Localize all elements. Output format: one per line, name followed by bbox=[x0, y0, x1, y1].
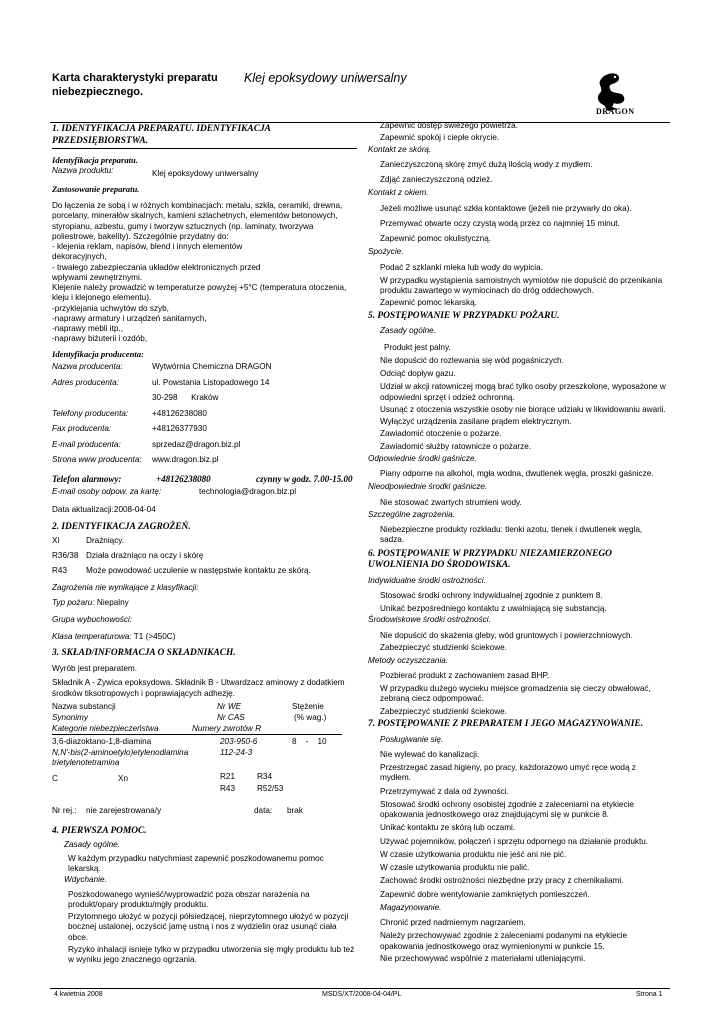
footer-page-number: Strona 1 bbox=[636, 991, 663, 998]
hazard-text: Drażniący. bbox=[86, 536, 125, 546]
producer-row bbox=[52, 409, 357, 425]
document-title: Karta charakterystyki preparatu niebezpiecznego. bbox=[52, 72, 218, 99]
producer-value: 30-298 Kraków bbox=[152, 393, 219, 403]
producer-value: www.dragon.biz.pl bbox=[152, 455, 219, 465]
producer-value: +48126238080 bbox=[152, 408, 207, 418]
logo-text: DRAGON bbox=[596, 107, 635, 116]
first-aid-general-text: W każdym przypadku natychmiast zapewnić poszkodowanemu pomoc lekarską. bbox=[68, 853, 324, 874]
table-header-r-phrases: Numery zwrotów R bbox=[192, 723, 262, 733]
usage-item: -naprawy mebli itp., bbox=[52, 324, 123, 334]
substance-category-xn: Xn bbox=[118, 773, 129, 783]
handling-item: Zachować środki ostrożności niezbędne przy pracy z chemikaliami. bbox=[380, 876, 624, 886]
subheading-producer: Identyfikacja producenta: bbox=[52, 348, 144, 359]
producer-label bbox=[52, 393, 152, 409]
producer-row bbox=[52, 424, 357, 440]
eye-contact-item: Jeżeli możliwe usunąć szkła kontaktowe (jeżeli nie przywarły do oka). bbox=[380, 203, 632, 213]
usage-item: Klejenie należy prowadzić w temperaturze powyżej +5°C (temperatura otoczenia, kleju i klejonego elementu). bbox=[52, 283, 347, 303]
eye-contact-item: Zapewnić pomoc okulistyczną. bbox=[380, 234, 492, 243]
composition-intro: Wyrób jest preparatem. bbox=[52, 664, 138, 674]
table-header-synonyms: Synonimy bbox=[52, 712, 88, 722]
registration-value: nie zarejestrowana/y bbox=[86, 805, 162, 815]
explosive-group-label: Grupa wybuchowości: bbox=[52, 614, 133, 624]
footer-divider bbox=[50, 988, 670, 989]
first-aid-general-label: Zasady ogólne. bbox=[64, 839, 120, 849]
responsible-email-label: E-mail osoby odpow. za kartę: bbox=[52, 487, 162, 497]
ingestion-item: W przypadku wystąpienia samoistnych wymiotów nie dopuścić do przenikania produktu zawartego w wymiocinach do dróg oddechowych. bbox=[380, 275, 663, 295]
composition-components: Składnik A - Żywica epoksydowa. Składnik B - Utwardzacz aminowy z dodatkiem środków tiksotropowych i poprawiających adhezję. bbox=[52, 678, 345, 698]
temperature-class-label: Klasa temperaturowa: bbox=[52, 632, 132, 642]
producer-label: Telefony producenta: bbox=[52, 408, 129, 418]
section-1-title: 1. IDENTYFIKACJA PREPARATU. IDENTYFIKACJA PRZEDSIĘBIORSTWA. bbox=[52, 124, 357, 149]
producer-label: Strona www producenta: bbox=[52, 455, 142, 465]
handling-item: Przestrzegać zasad higieny, po pracy, każdorazowo umyć ręce wodą z mydłem. bbox=[380, 763, 636, 783]
usage-item: -naprawy armatury i urządzeń sanitarnych, bbox=[52, 313, 207, 323]
subheading-product-id: Identyfikacja preparatu. bbox=[52, 154, 138, 165]
storage-item: Należy przechowywać zgodnie z zaleceniami podanymi na etykiecie opakowania jednostkowego oraz wymienionymi w punkcie 15. bbox=[380, 931, 628, 951]
section-5-title: 5. POSTĘPOWANIE W PRZYPADKU POŻARU. bbox=[368, 310, 560, 321]
table-divider bbox=[52, 734, 342, 735]
ingestion-item: Podać 2 szklanki mleka lub wody do wypicia. bbox=[380, 262, 543, 272]
release-environment-label: Środowiskowe środki ostrożności. bbox=[368, 614, 491, 624]
producer-value: Wytwórnia Chemiczna DRAGON bbox=[152, 362, 272, 372]
substance-category-c: C bbox=[52, 773, 58, 783]
footer-date: 4 kwietnia 2008 bbox=[54, 991, 103, 998]
eye-contact-label: Kontakt z okiem. bbox=[368, 188, 429, 198]
hazard-row bbox=[52, 536, 357, 551]
skin-contact-label: Kontakt ze skórą. bbox=[368, 144, 432, 154]
substance-table bbox=[52, 702, 357, 806]
handling-item: Zapewnić dobre wentylowanie zamkniętych pomieszczeń. bbox=[380, 889, 590, 899]
usage-item: - klejenia reklam, napisów, blend i innych elementów bbox=[52, 242, 243, 252]
product-name-row bbox=[52, 166, 357, 179]
fire-media-text: Piany odporne na alkohol, mgła wodna, dwutlenek węgla, proszki gaśnicze. bbox=[380, 469, 654, 478]
release-item: Unikać bezpośredniego kontaktu z uwalniającą się substancją. bbox=[380, 603, 607, 613]
hazard-row bbox=[52, 566, 357, 581]
inhalation-label: Wdychanie. bbox=[64, 875, 107, 885]
substance-synonyms: N,N'-bis(2-aminoetylo)etylenodiamina trietylenotetramina bbox=[52, 747, 189, 768]
fire-item: Zawiadomić otoczenie o pożarze. bbox=[380, 429, 502, 439]
subheading-usage: Zastosowanie preparatu. bbox=[52, 184, 140, 195]
left-column bbox=[52, 123, 357, 965]
r-phrase: R43 bbox=[220, 783, 236, 793]
hazard-code: R43 bbox=[52, 566, 68, 576]
fire-unsuitable-text: Nie stosować zwartych strumieni wody. bbox=[380, 497, 522, 507]
section-3-title: 3. SKŁAD/INFORMACJA O SKŁADNIKACH. bbox=[52, 648, 236, 659]
temperature-class-value: T1 (>450C) bbox=[133, 632, 176, 642]
registration-row bbox=[52, 806, 357, 822]
skin-contact-item: Zanieczyszczoną skórę zmyć dużą ilością wody z mydłem. bbox=[380, 159, 593, 169]
eye-contact-item: Przemywać otwarte oczy czystą wodą przez co najmniej 15 minut. bbox=[380, 218, 620, 228]
right-column bbox=[368, 121, 668, 964]
hazard-row bbox=[52, 551, 357, 566]
producer-row bbox=[52, 362, 357, 378]
usage-text: Do łączenia ze sobą i w różnych kombinacjach: metalu, szkła, ceramiki, drewna, porcelany, minerałów skalnych, kamieni szlachetnych, elementów betonowych, styropianu, azbestu, gumy i tworzyw sztucznych (np. laminaty, tworzywa poliestrowe, bakelity). Szczególnie przydatny do: bbox=[52, 201, 343, 241]
cleanup-label: Metody oczyszczania. bbox=[368, 655, 449, 665]
r-phrase: R52/53 bbox=[257, 783, 284, 793]
fire-type-label: Typ pożaru: bbox=[52, 597, 95, 607]
producer-table bbox=[52, 362, 357, 471]
inhalation-text: Poszkodowanego wynieść/wyprowadzić poza obszar narażenia na produkt/opary produktu/mgły produktu. bbox=[68, 889, 310, 909]
skin-contact-item: Zdjąć zanieczyszczoną odzież. bbox=[380, 175, 493, 184]
producer-row bbox=[52, 393, 357, 409]
handling-item: Nie wylewać do kanalizacji. bbox=[380, 749, 480, 759]
table-header-wt: (% wag.) bbox=[294, 712, 327, 722]
usage-list bbox=[52, 242, 357, 345]
producer-row bbox=[52, 378, 357, 394]
producer-label: Adres producenta: bbox=[52, 377, 119, 387]
temperature-class-row bbox=[52, 632, 357, 642]
fire-item: Usunąć z otoczenia wszystkie osoby nie biorące udziału w likwidowaniu awarii. bbox=[380, 404, 666, 414]
product-title: Klej epoksydowy uniwersalny bbox=[244, 71, 407, 85]
usage-item: - trwałego zabezpieczania układów elektronicznych przed bbox=[52, 262, 261, 272]
emergency-phone-hours: czynny w godz. 7.00-15.00 bbox=[256, 473, 353, 484]
first-aid-item: Zapewnić dostęp świeżego powietrza. bbox=[380, 121, 518, 130]
r-phrase: R21 bbox=[220, 771, 236, 781]
table-header-concentration: Stężenie bbox=[292, 701, 324, 711]
section-4-title: 4. PIERWSZA POMOC. bbox=[52, 825, 147, 836]
storage-label: Magazynowanie. bbox=[380, 902, 442, 912]
producer-value: ul. Powstania Listopadowego 14 bbox=[152, 377, 270, 387]
producer-label: Nazwa producenta: bbox=[52, 362, 123, 372]
table-header-ec: Nr WE bbox=[217, 701, 242, 711]
section-7-title: 7. POSTĘPOWANIE Z PREPARATEM I JEGO MAGAZYNOWANIE. bbox=[368, 718, 644, 729]
responsible-email-row bbox=[52, 487, 357, 497]
hazard-code: Xi bbox=[52, 536, 60, 546]
usage-item: dekoracyjnych, bbox=[52, 252, 107, 262]
fire-item: Produkt jest palny. bbox=[384, 342, 451, 352]
producer-label: Fax producenta: bbox=[52, 424, 112, 434]
section-2-title: 2. IDENTYFIKACJA ZAGROŻEŃ. bbox=[52, 521, 191, 532]
ingestion-label: Spożycie. bbox=[368, 247, 404, 257]
fire-special-label: Szczególne zagrożenia. bbox=[368, 509, 455, 519]
handling-item: W czasie użytkowania produktu nie palić. bbox=[380, 863, 530, 872]
storage-item: Nie przechowywać wspólnie z materiałami utleniającymi. bbox=[380, 953, 586, 963]
product-name-value: Klej epoksydowy uniwersalny bbox=[152, 169, 259, 179]
producer-value: +48126377930 bbox=[152, 424, 207, 434]
release-item: Nie dopuścić do skażenia gleby, wód gruntowych i powierzchniowych. bbox=[380, 631, 633, 640]
producer-label: E-mail producenta: bbox=[52, 439, 121, 449]
fire-type-row bbox=[52, 598, 357, 608]
table-header-cas: Nr CAS bbox=[217, 712, 245, 722]
handling-item: Przetrzymywać z dala od żywności. bbox=[380, 786, 509, 796]
first-aid-item: Zapewnić spokój i ciepłe okrycie. bbox=[380, 133, 500, 143]
hazard-text: Może powodować uczulenie w następstwie kontaktu ze skórą. bbox=[86, 566, 311, 576]
update-date: Data aktualizacji:2008-04-04 bbox=[52, 505, 156, 515]
table-header-name: Nazwa substancji bbox=[52, 701, 116, 711]
registration-date-value: brak bbox=[287, 805, 303, 815]
release-item: Zabezpieczyć studzienki ściekowe. bbox=[380, 643, 507, 653]
fire-item: Nie dopuścić do rozlewania się wód pogaśniczych. bbox=[380, 355, 564, 365]
fire-item: Odciąć dopływ gazu. bbox=[380, 369, 456, 378]
inhalation-text: Przytomnego ułożyć w pozycji półsiedzącej, nieprzytomnego ułożyć w pozycji bocznej ustalonej, oczyścić jamę ustną i nos z wydzielin oraz usunąć ciała obce. bbox=[68, 912, 349, 942]
registration-label: Nr rej.: bbox=[52, 805, 77, 815]
fire-general-label: Zasady ogólne. bbox=[380, 326, 436, 336]
usage-item: wpływami zewnętrznymi. bbox=[52, 272, 143, 282]
producer-row bbox=[52, 455, 357, 471]
inhalation-text: Ryzyko inhalacji isnieje tylko w przypadku utworzenia się mgły produktu lub też w wyniku jego znacznego ogrzania. bbox=[68, 944, 355, 965]
table-header-categories: Kategorie niebezpieczeństwa bbox=[52, 723, 159, 733]
release-individual-label: Indywidualne środki ostrożności. bbox=[368, 576, 486, 585]
cleanup-item: Pozbierać produkt z zachowaniem zasad BHP. bbox=[380, 670, 550, 680]
handling-item: Stosować środki ochrony osobistej zgodnie z zaleceniami na etykiecie opakowania jednostkowego oraz znajdującymi się w punkcie 8. bbox=[380, 799, 634, 819]
release-item: Stosować środki ochrony indywidualnej zgodnie z punktem 8. bbox=[380, 591, 603, 601]
emergency-phone-value: +48126238080 bbox=[156, 473, 211, 484]
emergency-phone-label: Telefon alarmowy: bbox=[52, 473, 122, 484]
fire-item: Zawiadomić służby ratownicze o pożarze. bbox=[380, 441, 532, 451]
usage-item: -naprawy biżuterii i ozdób, bbox=[52, 334, 148, 344]
handling-item: Unikać kontaktu ze skórą lub oczami. bbox=[380, 823, 516, 833]
fire-type-value: Niepalny bbox=[96, 597, 129, 607]
fire-item: Wyłączyć urządzenia zasilane prądem elektrycznym. bbox=[380, 417, 572, 426]
fire-special-text: Niebezpieczne produkty rozkładu: tlenki azotu, tlenek i dwutlenek węgla, sadza. bbox=[380, 525, 643, 545]
fire-media-label: Odpowiednie środki gaśnicze. bbox=[368, 453, 477, 463]
fire-unsuitable-label: Nieodpowiednie środki gaśnicze. bbox=[368, 482, 488, 492]
producer-value: sprzedaz@dragon.biz.pl bbox=[152, 439, 241, 449]
storage-item: Chronić przed nadmiernym nagrzaniem. bbox=[380, 918, 526, 927]
registration-date-label: data: bbox=[254, 805, 273, 815]
cleanup-item: Zabezpieczyć studzienki ściekowe. bbox=[380, 706, 507, 716]
substance-concentration: 8 - 10 bbox=[292, 736, 327, 746]
ingestion-item: Zapewnić pomoc lekarską. bbox=[380, 298, 477, 308]
r-phrase: R34 bbox=[257, 771, 273, 781]
hazard-code: R36/38 bbox=[52, 551, 79, 561]
handling-item: W czasie użytkowania produktu nie jeść ani nie pić. bbox=[380, 849, 567, 859]
handling-item: Używać pojemników, połączeń i sprzętu odpornego na działanie produktu. bbox=[380, 836, 649, 846]
handling-label: Posługiwanie się. bbox=[380, 734, 444, 744]
section-6-title: 6. POSTĘPOWANIE W PRZYPADKU NIEZAMIERZONEGO UWOLNIENIA DO ŚRODOWISKA. bbox=[368, 548, 612, 571]
emergency-phone-row bbox=[52, 474, 357, 485]
hazard-text: Działa drażniąco na oczy i skórę bbox=[86, 551, 204, 561]
substance-cas-number: 112-24-3 bbox=[220, 747, 253, 757]
substance-name: 3,6-diazoktano-1,8-diamina bbox=[52, 736, 152, 746]
responsible-email-value: technologia@dragon.biz.pl bbox=[199, 487, 297, 497]
fire-item: Udział w akcji ratowniczej mogą brać tylko osoby przeszkolone, wyposażone w odpowiedni sprzęt i odzież ochronną. bbox=[380, 382, 666, 402]
cleanup-item: W przypadku dużego wycieku miejsce gromadzenia się cieczy obwałować, zebraną ciecz odpompować. bbox=[380, 684, 651, 704]
usage-item: -przyklejania uchwytów do szyb, bbox=[52, 303, 169, 313]
footer-document-id: MSDS/XT/2008-04-04/PL bbox=[322, 991, 402, 998]
producer-row bbox=[52, 440, 357, 456]
non-classified-threats-label: Zagrożenia nie wynikające z klasyfikacji: bbox=[52, 583, 199, 593]
hazard-list bbox=[52, 536, 357, 581]
product-name-label: Nazwa produktu: bbox=[52, 166, 114, 176]
substance-ec-number: 203-950-6 bbox=[220, 736, 258, 746]
